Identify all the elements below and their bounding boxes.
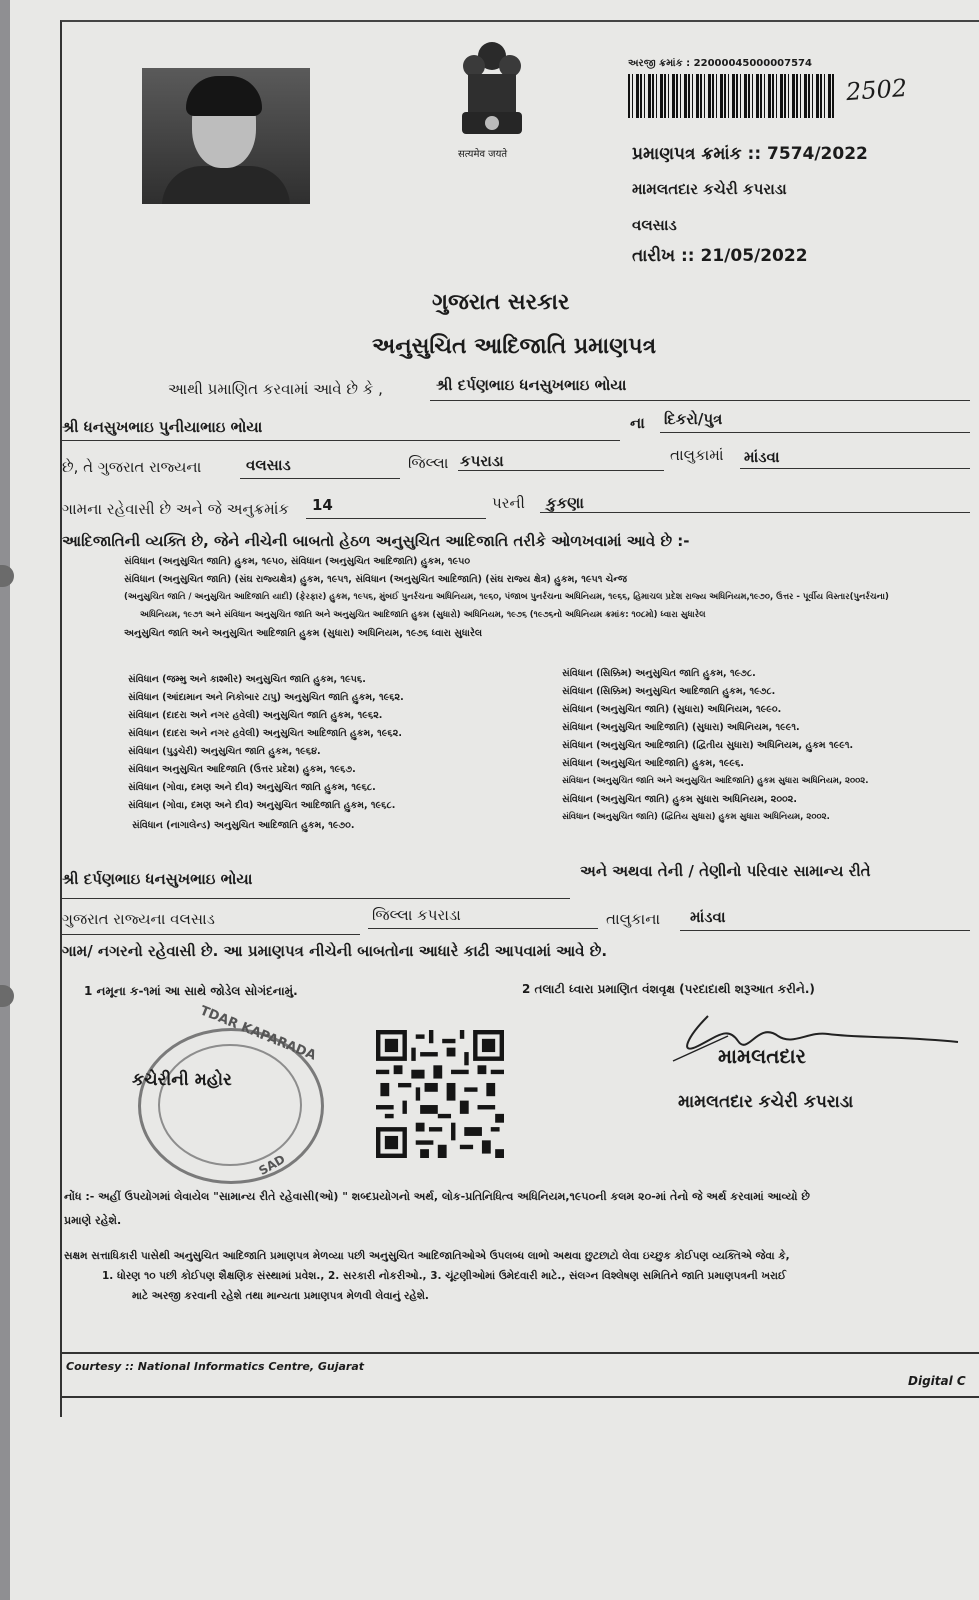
village-value: માંડવા xyxy=(744,448,780,466)
application-number: અરજી ક્રમાંક : 22000045000007574 xyxy=(628,58,812,69)
order-right: સંવિધાન (અનુસુચિત જાતિ) (દ્વિતિય સુધારા) હુકમ સુધારા અધિનિયમ, ૨૦૦૨. xyxy=(562,812,830,822)
note-2a: 1. ધોરણ ૧૦ પછી કોઈપણ શૈક્ષણિક સંસ્થામાં પ્રવેશ., 2. સરકારી નોકરીઓ., 3. ચૂંટણીઓમાં ઉમેદવારી માટે., સંલગ્ન વિશ્લેષણ સમિતિને જાતિ પ્રમાણપત્રની ખરાઈ xyxy=(102,1270,787,1282)
order-right: સંવિધાન (અનુસુચિત જાતિ) હુકમ સુધારા અધિનિયમ, ૨૦૦૨. xyxy=(562,794,797,805)
order-line: સંવિધાન (અનુસુચિત જાતિ) હુકમ, ૧૯૫૦, સંવિધાન (અનુસુચિત આદિજાતિ) હુકમ, ૧૯૫૦ xyxy=(124,556,471,567)
recognized-line: આદિજાતિની વ્યક્તિ છે, જેને નીચેની બાબતો હેઠળ અનુસુચિત આદિજાતિ તરીકે ઓળખવામાં આવે છે :- xyxy=(62,532,690,550)
resident-prefix: ગામના રહેવાસી છે અને જે અનુક્રમાંક xyxy=(62,500,290,518)
certify-prefix: આથી પ્રમાણિત કરવામાં આવે છે કે , xyxy=(168,380,383,398)
state-district: ગુજરાત રાજ્યના વલસાડ xyxy=(62,910,215,928)
basis-line: ગામ/ નગરનો રહેવાસી છે. આ પ્રમાણપત્ર નીચેની બાબતોના આધારે કાઢી આપવામાં આવે છે. xyxy=(62,942,608,960)
note-2b: માટે અરજી કરવાની રહેશે તથા માન્યતા પ્રમાણપત્ર મેળવી લેવાનું રહેશે. xyxy=(132,1290,429,1302)
seal-label: કચેરીની મહોર xyxy=(132,1070,232,1090)
seal-text-bottom: SAD xyxy=(256,1151,288,1179)
order-left: સંવિધાન (ગોવા, દમણ અને દીવ) અનુસુચિત આદિજાતિ હુકમ, ૧૯૬૮. xyxy=(128,800,396,811)
order-left: સંવિધાન (દાદરા અને નગર હવેલી) અનુસુચિત જાતિ હુકમ, ૧૯૬૨. xyxy=(128,710,383,721)
note-1b: પ્રમાણે રહેશે. xyxy=(64,1214,122,1227)
taluka-label: તાલુકામાં xyxy=(670,446,724,464)
order-left: સંવિધાન (જમ્મુ અને કાશ્મીર) અનુસુચિત જાતિ હુકમ, ૧૯૫૬. xyxy=(128,674,366,685)
taluka-value: કપરાડા xyxy=(460,452,504,470)
order-line: (અનુસુચિત જાતિ / અનુસુચિત આદિજાતિ યાદી) (ફેરફાર) હુકમ, ૧૯૫૬, મુંબઈ પુનર્રચના અધિનિયમ, ૧૯૬૦, પંજાબ પુનર્રચના અધિનિયમ, ૧૯૬૬, હિમાચલ પ્રદેશ રાજ્ય અધિનિયમ,૧૯૭૦, ઉત્તર - પૂર્વીય વિસ્તાર(પુનર્રચના) xyxy=(124,592,889,602)
handwritten-number: 2502 xyxy=(845,73,908,107)
signature-scribble xyxy=(668,1006,968,1076)
order-right: સંવિધાન (અનુસુચિત આદિજાતિ) હુકમ, ૧૯૯૬. xyxy=(562,758,744,769)
order-line: અધિનિયમ, ૧૯૭૧ અને સંવિધાન અનુસુચિત જાતિ અને અનુસુચિત આદિજાતિ હુકમ (સુધારો) અધિનિયમ, ૧૯૭૬ (૧૯૭૬નો અધિનિયમ ક્રમાંક: ૧૦૮મો) ધ્વારા સુધારેલ xyxy=(140,610,706,620)
relation: દિકરો/પુત્ર xyxy=(664,410,723,428)
qr-code xyxy=(376,1028,504,1160)
basis-item: 2 તલાટી ધ્વારા પ્રમાણિત વંશવૃક્ષ (પરદાદાથી શરૂઆત કરીને.) xyxy=(522,982,815,996)
basis-item: 1 નમૂના ક-૧માં આ સાથે જોડેલ સોગંદનામું. xyxy=(84,984,298,998)
serial-number: 14 xyxy=(312,496,333,514)
digital-text: Digital C xyxy=(908,1374,966,1388)
emblem-motto: सत्यमेव जयते xyxy=(458,149,508,160)
applicant-photo xyxy=(142,68,310,204)
certificate-number: પ્રમાણપત્ર ક્રમાંક :: 7574/2022 xyxy=(632,144,868,164)
order-left: સંવિધાન (ગોવા, દમણ અને દીવ) અનુસુચિત જાતિ હુકમ, ૧૯૬૮. xyxy=(128,782,376,793)
seal-text: TDAR KAPARADA xyxy=(197,1003,319,1064)
signatory-office: મામલતદાર કચેરી કપરાડા xyxy=(678,1092,854,1112)
caste-value: કુકણા xyxy=(546,494,584,512)
order-left: સંવિધાન અનુસુચિત આદિજાતિ (ઉત્તર પ્રદેશ) હુકમ, ૧૯૬૭. xyxy=(128,764,356,775)
son-of-label: ના xyxy=(630,414,645,432)
order-left: સંવિધાન (આંદામાન અને નિકોબાર ટાપુ) અનુસુચિત જાતિ હુકમ, ૧૯૬૨. xyxy=(128,692,404,703)
note-2: સક્ષમ સત્તાધિકારી પાસેથી અનુસુચિત આદિજાતિ પ્રમાણપત્ર મેળવ્યા પછી અનુસુચિત આદિજાતિઓએ ઉપલબ્ધ લાભો અથવા છુટછાટો લેવા ઇચ્છુક કોઈપણ વ્યક્તિએ જેવા કે, xyxy=(64,1250,790,1262)
courtesy-text: Courtesy :: National Informatics Centre, Gujarat xyxy=(66,1360,365,1373)
issue-date: તારીખ :: 21/05/2022 xyxy=(632,246,808,266)
certificate-title: અનુસુચિત આદિજાતિ પ્રમાણપત્ર xyxy=(372,334,657,359)
issuing-office: મામલતદાર કચેરી કપરાડા xyxy=(632,180,787,198)
district-label: જિલ્લા xyxy=(408,454,449,472)
holder-name: શ્રી દર્પણભાઇ ધનસુખભાઇ ભોયા xyxy=(436,376,627,394)
note-1: નોંધ :- અહીં ઉપયોગમાં લેવાયેલ "સામાન્ય રીતે રહેવાસી(ઓ) " શબ્દપ્રયોગનો અર્થ, લોક-પ્રતિનિધિત્વ અધિનિયમ,૧૯૫૦ની કલમ ૨૦-માં તેનો જે અર્થ કરવામાં આવ્યો છે xyxy=(64,1190,810,1203)
taluka-label-2: તાલુકાના xyxy=(606,910,661,928)
father-name: શ્રી ધનસુખભાઇ પુનીયાભાઇ ભોયા xyxy=(62,418,263,436)
issuing-district: વલસાડ xyxy=(632,216,677,234)
government-title: ગુજરાત સરકાર xyxy=(432,290,570,315)
barcode xyxy=(628,74,834,118)
district-value: વલસાડ xyxy=(246,456,291,474)
order-right: સંવિધાન (અનુસુચિત આદિજાતિ) (સુધારા) અધિનિયમ, ૧૯૯૧. xyxy=(562,722,800,733)
order-left: સંવિધાન (દાદરા અને નગર હવેલી) અનુસુચિત આદિજાતિ હુકમ, ૧૯૬૨. xyxy=(128,728,402,739)
village-2: માંડવા xyxy=(690,908,726,926)
order-right: સંવિધાન (અનુસુચિત આદિજાતિ) (દ્વિતીય સુધારા) અધિનિયમ, હુકમ ૧૯૯૧. xyxy=(562,740,854,751)
order-left: સંવિધાન (પુડુચેરી) અનુસુચિત જાતિ હુકમ, ૧૯૬૪. xyxy=(128,746,321,757)
order-left: સંવિધાન (નાગાલેન્ડ) અનુસુચિત આદિજાતિ હુકમ, ૧૯૭૦. xyxy=(132,820,355,831)
order-line: સંવિધાન (અનુસુચિત જાતિ) (સંઘ રાજ્યક્ષેત્ર) હુકમ, ૧૯૫૧, સંવિધાન (અનુસુચિત આદિજાતિ) (સંઘ રાજ્ય ક્ષેત્ર) હુકમ, ૧૯૫૧ ચેન્જ xyxy=(124,574,628,585)
order-right: સંવિધાન (અનુસુચિત જાતિ) (સુધારા) અધિનિયમ, ૧૯૯૦. xyxy=(562,704,782,715)
national-emblem-icon xyxy=(452,36,532,146)
caste-label: પરની xyxy=(492,494,525,512)
office-seal-inner xyxy=(158,1044,302,1166)
order-right: સંવિધાન (સિક્કિમ) અનુસુચિત જાતિ હુકમ, ૧૯૭૮. xyxy=(562,668,756,679)
order-right: સંવિધાન (સિક્કિમ) અનુસુચિત આદિજાતિ હુકમ, ૧૯૭૮. xyxy=(562,686,776,697)
state-prefix: છે, તે ગુજરાત રાજ્યના xyxy=(62,458,202,476)
signatory-title: મામલતદાર xyxy=(718,1044,806,1068)
order-line: અનુસુચિત જાતિ અને અનુસુચિત આદિજાતિ હુકમ (સુધારા) અધિનિયમ, ૧૯૭૬ ધ્વારા સુધારેલ xyxy=(124,628,483,639)
residence-name: શ્રી દર્પણભાઇ ધનસુખભાઇ ભોયા xyxy=(62,870,253,888)
order-right: સંવિધાન (અનુસુચિત જાતિ અને અનુસુચિત આદિજાતિ) હુકમ સુધારા અધિનિયમ, ૨૦૦૨. xyxy=(562,776,869,786)
family-text: અને અથવા તેની / તેણીનો પરિવાર સામાન્ય રીતે xyxy=(580,862,871,880)
district-taluka: જિલ્લા કપરાડા xyxy=(372,906,461,924)
